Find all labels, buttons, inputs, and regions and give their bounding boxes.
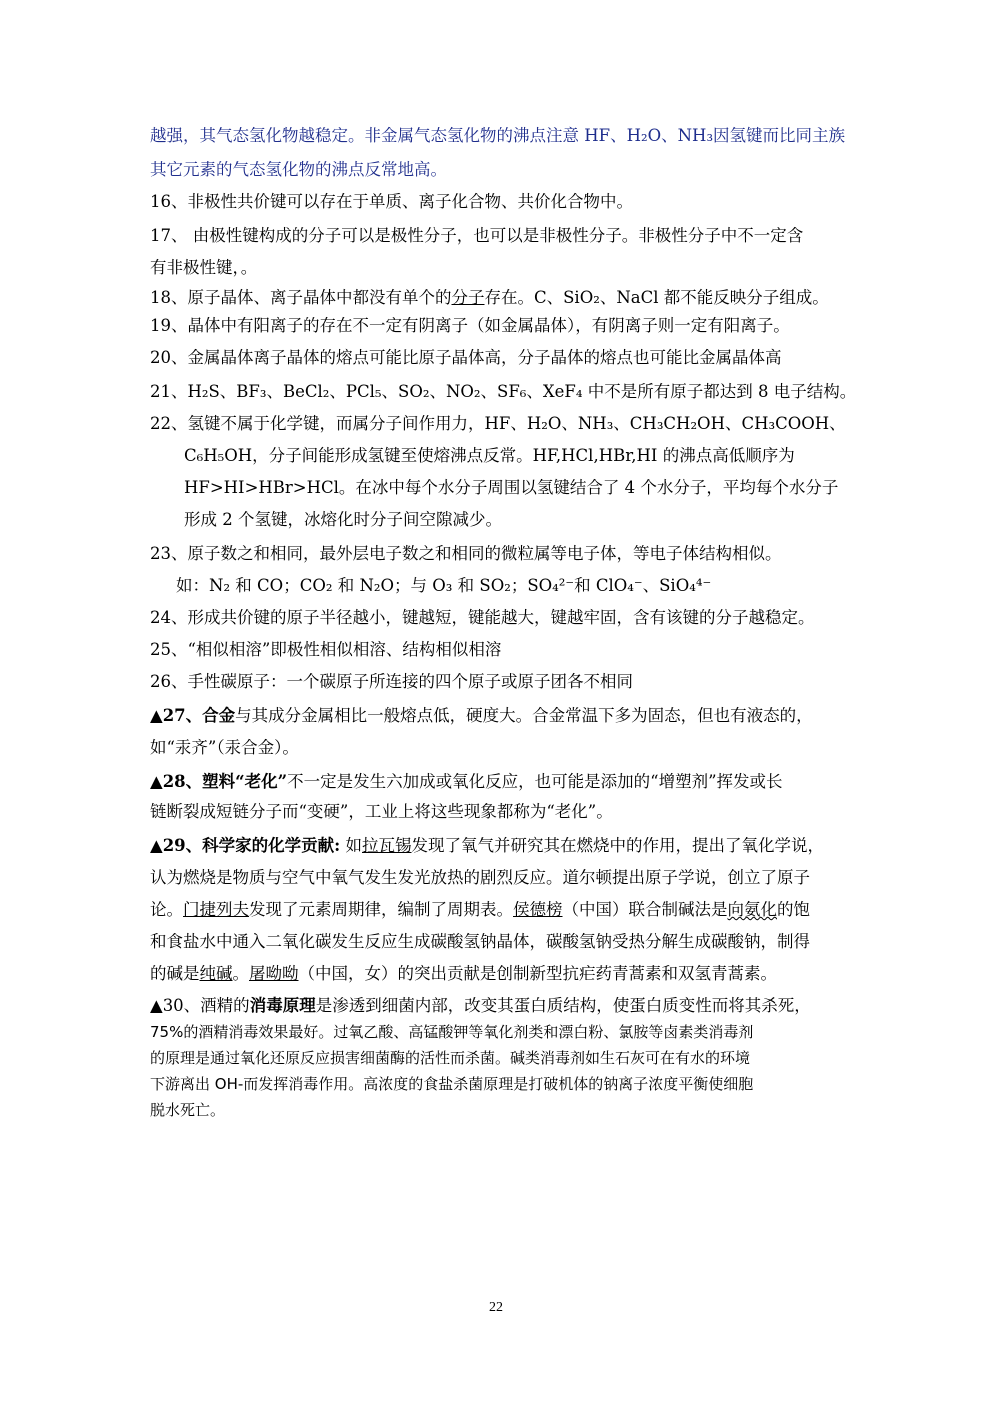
para-27-bold: 合金 <box>202 706 236 725</box>
para-30-line1 <box>150 994 850 1018</box>
para-28-line1 <box>150 770 850 794</box>
para-30-head: ▲30、酒精的 <box>150 996 250 1015</box>
wavy-term-ammoniated: 向氨化 <box>727 900 777 919</box>
para-20: 20、金属晶体离子晶体的熔点可能比原子晶体高，分子晶体的熔点也可能比金属晶体高 <box>150 348 782 367</box>
para-29-l3d: 的饱 <box>777 900 810 919</box>
para-29-a1: 如 <box>340 836 362 855</box>
para-29-a2: 发现了氧气并研究其在燃烧中的作用，提出了氧化学说， <box>411 836 824 855</box>
para-22-line1: 22、氢键不属于化学键，而属分子间作用力，HF、H₂O、NH₃、CH₃CH₂OH、CH₃COOH、 <box>150 414 846 433</box>
para-29-head: ▲29、科学家的化学贡献: <box>150 836 341 855</box>
para-16: 16、非极性共价键可以存在于单质、离子化合物、共价化合物中。 <box>150 192 633 211</box>
para-23-line1: 23、原子数之和相同，最外层电子数之和相同的微粒属等电子体，等电子体结构相似。 <box>150 544 782 563</box>
para-29-l5a: 的碱是 <box>150 964 200 983</box>
para-30-text: 是渗透到细菌内部，改变其蛋白质结构，使蛋白质变性而将其杀死， <box>315 996 811 1015</box>
para-18-a: 18、原子晶体、离子晶体中都没有单个的 <box>150 288 452 307</box>
para-30-bold: 消毒原理 <box>249 996 316 1015</box>
para-29-l3c: （中国）联合制碱法是 <box>562 900 728 919</box>
para-28-head: ▲28、塑料“老化” <box>150 772 288 791</box>
para-17-line1: 17、 由极性键构成的分子可以是极性分子，也可以是非极性分子。非极性分子中不一定含 <box>150 226 804 245</box>
para-23-line2: 如：N₂ 和 CO；CO₂ 和 N₂O；与 O₃ 和 SO₂；SO₄²⁻和 ClO₄⁻、SiO₄⁴⁻ <box>176 576 712 595</box>
para-17-line2: 有非极性键，。 <box>150 258 258 277</box>
para-29-l5b: 。 <box>232 964 249 983</box>
para-29-line4: 和食盐水中通入二氧化碳发生反应生成碳酸氢钠晶体，碳酸氢钠受热分解生成碳酸钠，制得 <box>150 932 810 951</box>
para-25: 25、“相似相溶”即极性相似相溶、结构相似相溶 <box>150 640 502 659</box>
scientist-mendeleev: 门捷列夫 <box>183 900 249 919</box>
para-15-line2: 其它元素的气态氢化物的沸点反常地高。 <box>150 160 447 179</box>
para-29-line3 <box>150 898 850 922</box>
para-19: 19、晶体中有阳离子的存在不一定有阴离子（如金属晶体），有阴离子则一定有阳离子。 <box>150 316 790 335</box>
para-27-head: ▲27、 <box>150 706 203 725</box>
para-18 <box>150 286 850 310</box>
para-22-line3: HF>HI>HBr>HCl。在冰中每个水分子周围以氢键结合了 4 个水分子，平均每个水分子 <box>184 478 839 497</box>
para-27-line2: 如“汞齐”（汞合金）。 <box>150 738 299 757</box>
para-22-line2: C₆H₅OH，分子间能形成氢键至使熔沸点反常。HF,HCl,HBr,HI 的沸点高低顺序为 <box>184 446 795 465</box>
para-22-line4: 形成 2 个氢键，冰熔化时分子间空隙减少。 <box>184 510 502 529</box>
para-30-line2: 75%的酒精消毒效果最好。过氧乙酸、高锰酸钾等氧化剂类和漂白粉、氯胺等卤素类消毒剂 <box>150 1023 754 1041</box>
para-27-text: 与其成分金属相比一般熔点低，硬度大。合金常温下多为固态，但也有液态的， <box>235 706 813 725</box>
para-29-line1 <box>150 834 850 858</box>
para-29-line5 <box>150 962 850 986</box>
para-24: 24、形成共价键的原子半径越小，键越短，键能越大，键越牢固，含有该键的分子越稳定。 <box>150 608 815 627</box>
para-29-l5c: （中国，女）的突出贡献是创制新型抗疟药青蒿素和双氢青蒿素。 <box>298 964 777 983</box>
para-29-l3a: 论。 <box>150 900 183 919</box>
page-number: 22 <box>489 1300 503 1315</box>
para-15-line1: 越强，其气态氢化物越稳定。非金属气态氢化物的沸点注意 HF、H₂O、NH₃因氢键而比同主族 <box>150 126 846 145</box>
para-30-line5: 脱水死亡。 <box>150 1101 226 1119</box>
term-soda-ash: 纯碱 <box>199 964 233 983</box>
para-21: 21、H₂S、BF₃、BeCl₂、PCl₅、SO₂、NO₂、SF₆、XeF₄ 中不是所有原子都达到 8 电子结构。 <box>150 382 857 401</box>
para-26: 26、手性碳原子：一个碳原子所连接的四个原子或原子团各不相同 <box>150 672 633 691</box>
para-18-underline: 分子 <box>451 288 485 307</box>
scientist-hou-debang: 侯德榜 <box>513 900 563 919</box>
para-28-text: 不一定是发生六加成或氧化反应，也可能是添加的“增塑剂”挥发或长 <box>287 772 783 791</box>
para-18-b: 存在。C、SiO₂、NaCl 都不能反映分子组成。 <box>484 288 829 307</box>
para-27-line1 <box>150 704 850 728</box>
para-28-line2: 链断裂成短链分子而“变硬”，工业上将这些现象都称为“老化”。 <box>150 802 613 821</box>
para-30-line4: 下游离出 OH-而发挥消毒作用。高浓度的食盐杀菌原理是打破机体的钠离子浓度平衡使细胞 <box>150 1075 754 1093</box>
para-30-line3: 的原理是通过氧化还原反应损害细菌酶的活性而杀菌。碱类消毒剂如生石灰可在有水的环境 <box>150 1049 751 1067</box>
scientist-lavoisier: 拉瓦锡 <box>362 836 412 855</box>
para-29-l3b: 发现了元素周期律，编制了周期表。 <box>249 900 513 919</box>
para-29-line2: 认为燃烧是物质与空气中氧气发生发光放热的剧烈反应。道尔顿提出原子学说，创立了原子 <box>150 868 810 887</box>
scientist-tu-youyou: 屠呦呦 <box>249 964 299 983</box>
